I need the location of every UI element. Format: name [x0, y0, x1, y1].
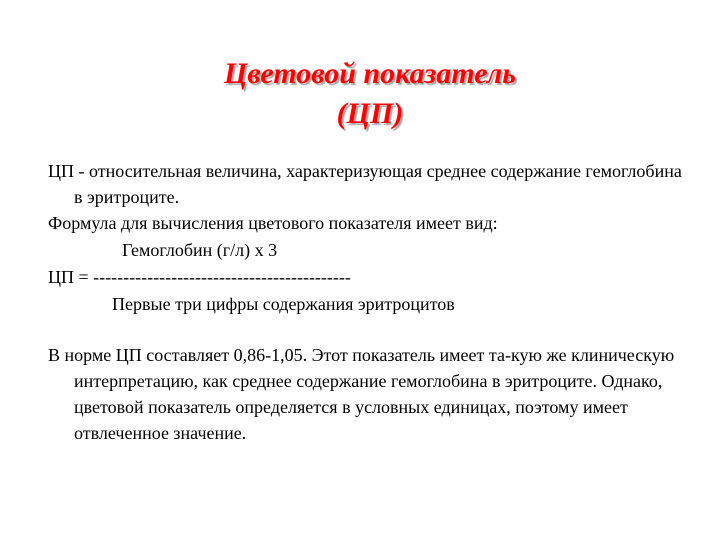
slide-body: [48, 158, 688, 446]
title-line-1: Цветовой показатель: [224, 57, 516, 90]
norm-paragraph: В норме ЦП составляет 0,86-1,05. Этот показатель имеет та-кую же клиническую интерпретацию, как среднее содержание гемоглобина в эритроците. Однако, цветовой показатель определяется в условных единицах, поэтому имеет отвлеченное значение.: [48, 345, 675, 443]
spacer: [48, 318, 688, 342]
formula-fraction-line: ЦП = -------------------------------------------: [48, 267, 351, 287]
title-line-2: (ЦП): [336, 97, 404, 130]
formula-intro: Формула для вычисления цветового показателя имеет вид:: [48, 213, 498, 233]
definition-paragraph: ЦП - относительная величина, характеризующая среднее содержание гемоглобина в эритроците.: [48, 161, 682, 207]
formula-numerator: Гемоглобин (г/л) х 3: [122, 240, 278, 260]
formula-denominator: Первые три цифры содержания эритроцитов: [112, 294, 455, 314]
slide-title: [0, 54, 720, 134]
